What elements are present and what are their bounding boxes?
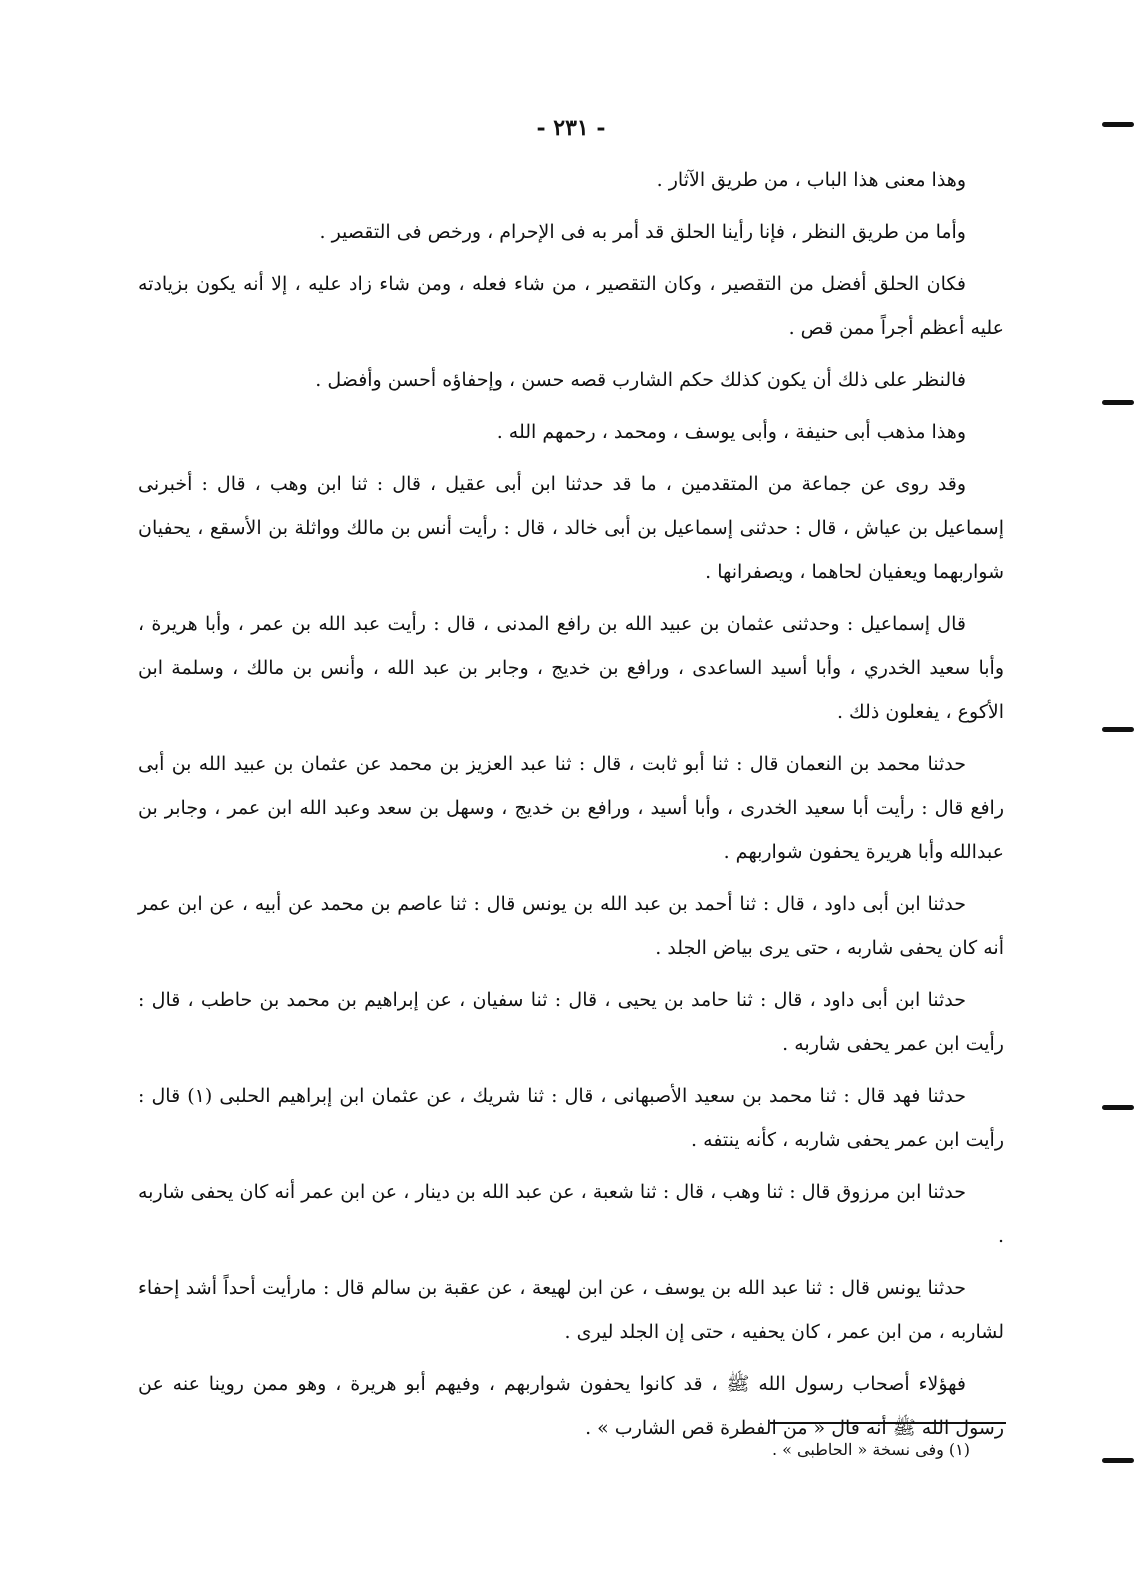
margin-mark <box>1102 1458 1134 1463</box>
paragraph: حدثنا فهد قال : ثنا محمد بن سعيد الأصبهانى ، قال : ثنا شريك ، عن عثمان ابن إبراهيم الحلبى (١) قال : رأيت ابن عمر يحفى شاربه ، كأنه ينتفه . <box>138 1085 1004 1151</box>
margin-mark <box>1102 1105 1134 1110</box>
paragraph: حدثنا محمد بن النعمان قال : ثنا أبو ثابت ، قال : ثنا عبد العزيز بن محمد عن عثمان بن عبيد الله بن أبى رافع قال : رأيت أبا سعيد الخدرى ، وأبا أسيد ، ورافع بن خديج ، وسهل بن سعد وعبد الله ابن عمر ، وجابر بن عبدالله وأبا هريرة يحفون شواربهم . <box>138 753 1004 863</box>
paragraph: فكان الحلق أفضل من التقصير ، وكان التقصير ، من شاء فعله ، ومن شاء زاد عليه ، إلا أنه يكون بزيادته عليه أعظم أجراً ممن قص . <box>138 273 1004 339</box>
paragraph: وهذا معنى هذا الباب ، من طريق الآثار . <box>656 169 966 191</box>
paragraph: وأما من طريق النظر ، فإنا رأينا الحلق قد أمر به فى الإحرام ، ورخص فى التقصير . <box>319 221 966 243</box>
paragraph: وقد روى عن جماعة من المتقدمين ، ما قد حدثنا ابن أبى عقيل ، قال : ثنا ابن وهب ، قال : أخبرنى إسماعيل بن عياش ، قال : حدثنى إسماعيل بن أبى خالد ، قال : رأيت أنس بن مالك وواثلة بن الأسقع ، يحفيان شواربهما ويعفيان لحاهما ، ويصفرانها . <box>138 473 1004 583</box>
paragraph: حدثنا يونس قال : ثنا عبد الله بن يوسف ، عن ابن لهيعة ، عن عقبة بن سالم قال : مارأيت أحداً أشد إحفاء لشاربه ، من ابن عمر ، كان يحفيه ، حتى إن الجلد ليرى . <box>138 1277 1004 1343</box>
margin-mark <box>1102 122 1134 127</box>
footnote-separator <box>770 1422 1006 1424</box>
paragraph: حدثنا ابن أبى داود ، قال : ثنا أحمد بن عبد الله بن يونس قال : ثنا عاصم بن محمد عن أبيه ، عن ابن عمر أنه كان يحفى شاربه ، حتى يرى بياض الجلد . <box>138 893 1004 959</box>
paragraph: قال إسماعيل : وحدثنى عثمان بن عبيد الله بن رافع المدنى ، قال : رأيت عبد الله بن عمر ، وأبا هريرة ، وأبا سعيد الخدري ، وأبا أسيد الساعدى ، ورافع بن خديج ، وجابر بن عبد الله ، وأنس بن مالك ، وسلمة ابن الأكوع ، يفعلون ذلك . <box>138 613 1004 723</box>
document-page <box>138 108 1004 1458</box>
margin-mark <box>1102 727 1134 732</box>
paragraph: وهذا مذهب أبى حنيفة ، وأبى يوسف ، ومحمد ، رحمهم الله . <box>496 421 966 443</box>
paragraph: فالنظر على ذلك أن يكون كذلك حكم الشارب قصه حسن ، وإحفاؤه أحسن وأفضل . <box>315 369 966 391</box>
page-number: - ٢٣١ - <box>536 115 606 141</box>
footnote: (١) وفى نسخة « الحاطبى » . <box>771 1440 970 1459</box>
margin-mark <box>1102 400 1134 405</box>
paragraph: حدثنا ابن مرزوق قال : ثنا وهب ، قال : ثنا شعبة ، عن عبد الله بن دينار ، عن ابن عمر أنه كان يحفى شاربه . <box>138 1181 1004 1247</box>
paragraph: حدثنا ابن أبى داود ، قال : ثنا حامد بن يحيى ، قال : ثنا سفيان ، عن إبراهيم بن محمد بن حاطب ، قال : رأيت ابن عمر يحفى شاربه . <box>138 989 1004 1055</box>
paragraph: فهؤلاء أصحاب رسول الله ﷺ ، قد كانوا يحفون شواربهم ، وفيهم أبو هريرة ، وهو ممن روينا عنه عن رسول الله ﷺ أنه قال « من الفطرة قص الشارب » . <box>138 1373 1004 1439</box>
